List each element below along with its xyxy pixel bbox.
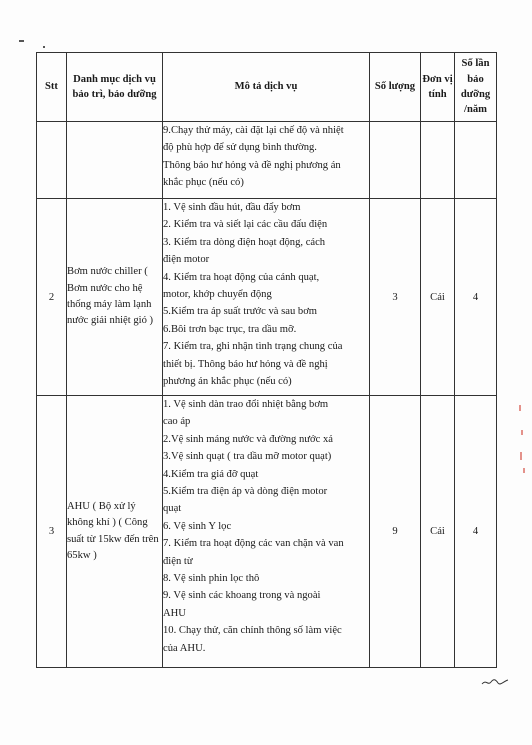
cell-unit: Cái xyxy=(421,199,455,396)
description-line: điện từ xyxy=(163,555,193,567)
cell-stt: 2 xyxy=(37,199,67,396)
description-line: thiết bị. Thông báo hư hỏng và đề nghị xyxy=(163,358,328,370)
description-line: 4.Kiểm tra giá đỡ quạt xyxy=(163,468,259,480)
description-line: 8. Vệ sinh phin lọc thô xyxy=(163,573,260,585)
header-unit: Đơn vị tính xyxy=(421,53,455,122)
description-line: Thông báo hư hỏng và đề nghị phương án xyxy=(163,159,341,171)
description-line: 6. Vệ sinh Y lọc xyxy=(163,520,232,532)
description-line: 1. Vệ sinh đầu hút, đầu đẩy bơm xyxy=(163,202,301,213)
table-row xyxy=(37,122,497,199)
cell-frequency: 4 xyxy=(455,199,497,396)
cell-quantity: 9 xyxy=(370,396,421,668)
cell-description xyxy=(163,396,370,668)
cell-stt: 3 xyxy=(37,396,67,668)
signature-initials xyxy=(480,674,510,690)
cell-frequency xyxy=(455,122,497,199)
description-line: 3.Vệ sinh quạt ( tra dầu mỡ motor quạt) xyxy=(163,451,332,463)
description-line: độ phù hợp để sử dụng bình thường. xyxy=(163,142,317,154)
description-line: phương án khắc phục (nếu có) xyxy=(163,376,292,388)
table-header-row xyxy=(37,53,497,122)
cell-unit xyxy=(421,122,455,199)
description-line: 3. Kiểm tra dòng điện hoạt động, cách xyxy=(163,236,326,248)
description-line: của AHU. xyxy=(163,642,206,654)
cell-quantity xyxy=(370,122,421,199)
stamp-mark xyxy=(519,405,521,411)
cell-service-name xyxy=(67,122,163,199)
description-line: khắc phục (nếu có) xyxy=(163,177,244,189)
header-maintenance-frequency: Số lần bảo dưỡng /năm xyxy=(455,53,497,122)
description-line: 5.Kiểm tra điện áp và dòng điện motor xyxy=(163,486,328,498)
description-line: 7. Kiểm tra hoạt động các van chặn và van xyxy=(163,538,344,550)
description-line: điện motor xyxy=(163,254,210,266)
description-line: 9. Vệ sinh các khoang trong và ngoài xyxy=(163,590,321,602)
cell-service-name: Bơm nước chiller ( Bơm nước cho hệ thống máy làm lạnh nước giải nhiệt gió ) xyxy=(67,199,163,396)
description-line: 6.Bôi trơn bạc trục, tra dầu mỡ. xyxy=(163,323,297,335)
service-table xyxy=(36,52,497,668)
description-line: 5.Kiểm tra áp suất trước và sau bơm xyxy=(163,306,318,318)
cell-description xyxy=(163,122,370,199)
description-line: cao áp xyxy=(163,416,191,428)
scan-speck xyxy=(19,40,24,42)
header-service-category: Danh mục dịch vụ bảo trì, bảo dưỡng xyxy=(67,53,163,122)
cell-service-name: AHU ( Bộ xử lý không khí ) ( Công suất từ 15kw đến trên 65kw ) xyxy=(67,396,163,668)
description-line: 10. Chạy thử, căn chỉnh thông số làm việc xyxy=(163,625,342,637)
cell-stt xyxy=(37,122,67,199)
description-line: 1. Vệ sinh dàn trao đổi nhiệt bằng bơm xyxy=(163,399,329,410)
scan-speck xyxy=(43,46,45,48)
cell-description xyxy=(163,199,370,396)
description-line: 4. Kiểm tra hoạt động của cánh quạt, xyxy=(163,271,320,283)
description-line: 7. Kiểm tra, ghi nhận tình trạng chung của xyxy=(163,341,343,353)
cell-frequency: 4 xyxy=(455,396,497,668)
header-stt: Stt xyxy=(37,53,67,122)
description-line: 9.Chạy thử máy, cài đặt lại chế độ và nhiệt xyxy=(163,125,344,136)
description-line: motor, khớp chuyển động xyxy=(163,289,272,301)
cell-quantity: 3 xyxy=(370,199,421,396)
description-line: 2.Vệ sinh máng nước và đường nước xả xyxy=(163,433,333,445)
table-row xyxy=(37,396,497,668)
header-service-description: Mô tả dịch vụ xyxy=(163,53,370,122)
header-quantity: Số lượng xyxy=(370,53,421,122)
description-line: AHU xyxy=(163,607,186,619)
stamp-mark xyxy=(521,430,523,435)
cell-unit: Cái xyxy=(421,396,455,668)
description-line: 2. Kiểm tra và siết lại các cầu đấu điện xyxy=(163,219,328,231)
stamp-mark xyxy=(520,452,522,460)
description-line: quạt xyxy=(163,503,182,515)
stamp-mark xyxy=(523,468,525,473)
table-row xyxy=(37,199,497,396)
